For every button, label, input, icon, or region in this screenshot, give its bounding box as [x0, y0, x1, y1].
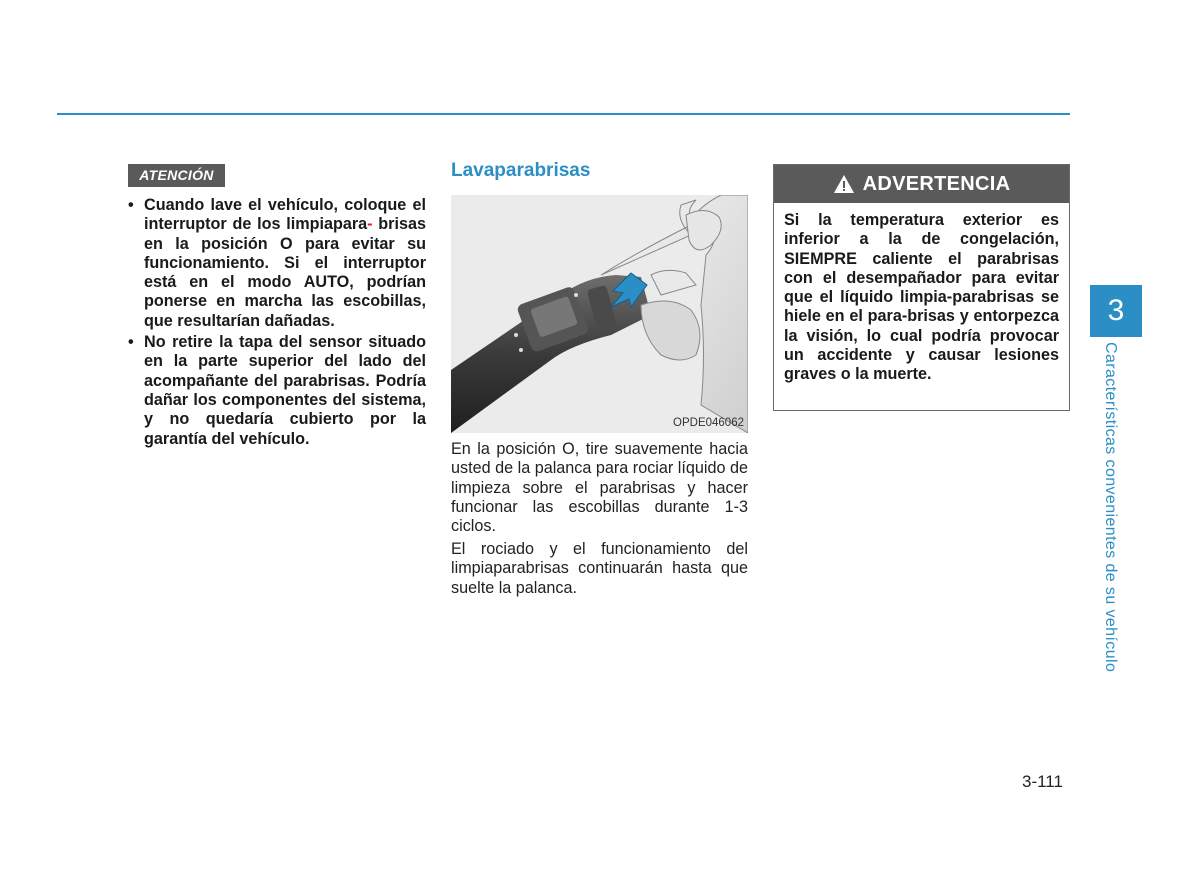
bullet-icon: •	[128, 333, 134, 352]
paragraph: En la posición O, tire suavemente hacia usted de la palanca para rociar líquido de limpieza sobre el parabrisas y hacer funcionar las escobillas durante 1-3 ciclos.	[451, 440, 748, 536]
wiper-lever-illustration	[451, 195, 748, 433]
warning-header	[774, 165, 1069, 203]
hand-pulling-lever-icon	[451, 195, 748, 433]
chapter-title: Características convenientes de su vehículo	[1102, 342, 1119, 673]
page-number: 3-111	[1022, 772, 1063, 791]
section-heading: Lavaparabrisas	[451, 160, 591, 181]
warning-title: ADVERTENCIA	[862, 172, 1011, 195]
warning-triangle-icon	[833, 174, 855, 194]
attention-item-text-a: Cuando lave el vehículo, coloque el interruptor de los limpiapara	[144, 196, 426, 234]
chapter-tab: 3	[1090, 285, 1142, 337]
figure-code: OPDE046062	[673, 417, 744, 429]
attention-list	[128, 196, 426, 451]
attention-item	[128, 333, 426, 449]
attention-item	[128, 196, 426, 331]
paragraph: El rociado y el funcionamiento del limpiaparabrisas continuarán hasta que suelte la palanca.	[451, 540, 748, 597]
attention-item-text: No retire la tapa del sensor situado en la parte superior del lado del acompañante del parabrisas. Podría dañar los componentes del sistema, y no quedaría cubierto por la garantía del vehículo.	[144, 333, 426, 448]
header-rule	[57, 113, 1070, 115]
warning-box	[773, 164, 1070, 411]
warning-text: Si la temperatura exterior es inferior a la de congelación, SIEMPRE caliente el parabrisas con el desempañador para evitar que el líquido limpia-parabrisas se hiele en el para-brisas y entorpezca la visión, lo cual podría provocar un accidente y causar lesiones graves o la muerte.	[784, 211, 1059, 384]
attention-item-text-b: brisas en la posición O para evitar su funcionamiento. Si el interruptor está en el modo AUTO, podrían ponerse en marcha las escobillas, que resultarían dañadas.	[144, 215, 426, 330]
bullet-icon: •	[128, 196, 134, 214]
red-hyphen: -	[367, 215, 373, 234]
attention-badge: ATENCIÓN	[128, 164, 225, 187]
